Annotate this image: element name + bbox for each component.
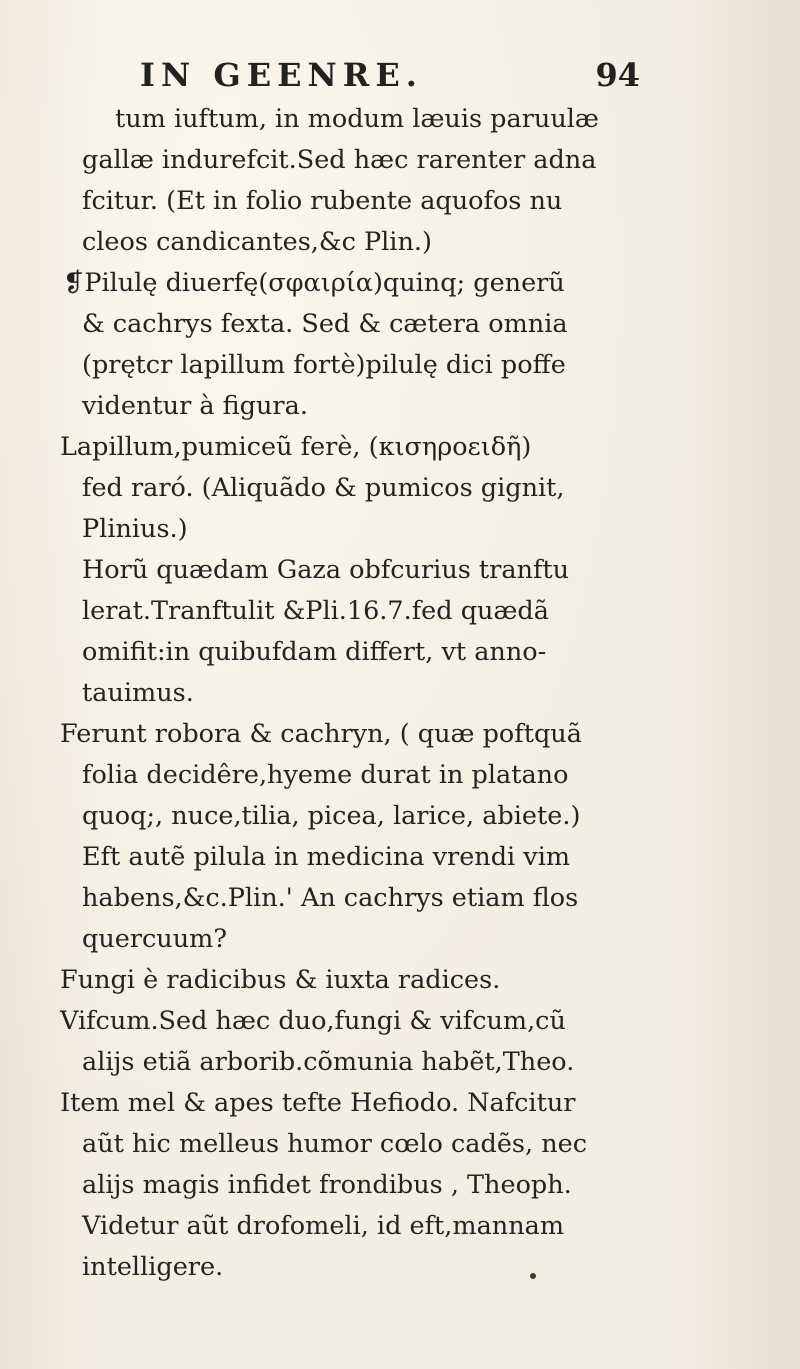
- running-title: IN GEENRE.: [140, 56, 423, 94]
- text-line: Lapillum,pumiceũ ferè, (κισηροειδῆ): [60, 432, 532, 462]
- text-line: Ferunt robora & cachryn, ( quæ poftquã: [60, 719, 582, 749]
- text-line: tum iuftum, in modum læuis paruulæ: [115, 104, 599, 134]
- text-line: videntur à figura.: [82, 391, 308, 421]
- text-line: folia decidêre,hyeme durat in platano: [82, 760, 569, 790]
- text-line: quercuum?: [82, 924, 228, 954]
- text-line: & cachrys fexta. Sed & cætera omnia: [82, 309, 568, 339]
- text-line: Plinius.): [82, 514, 188, 544]
- text-line: tauimus.: [82, 678, 194, 708]
- text-line: Vifcum.Sed hæc duo,fungi & vifcum,cũ: [60, 1006, 566, 1036]
- page-number: 94: [595, 56, 640, 94]
- text-line: (prętcr lapillum fortè)pilulę dici poffe: [82, 350, 566, 380]
- text-line: fed raró. (Aliquãdo & pumicos gignit,: [82, 473, 565, 503]
- text-line: alijs magis infidet frondibus , Theoph.: [82, 1170, 572, 1200]
- text-line: lerat.Tranftulit &Pli.16.7.fed quædã: [82, 596, 549, 626]
- text-line: gallæ indurefcit.Sed hæc rarenter adna: [82, 145, 597, 175]
- text-line: Item mel & apes tefte Hefiodo. Nafcitur: [60, 1088, 576, 1118]
- text-line: intelligere.: [82, 1252, 224, 1282]
- text-line: Fungi è radicibus & iuxta radices.: [60, 965, 501, 995]
- text-line: quoq;, nuce,tilia, picea, larice, abiete.): [82, 801, 581, 831]
- text-line: omifit:in quibufdam differt, vt anno-: [82, 637, 547, 667]
- page-header: [140, 56, 640, 106]
- text-line: Videtur aũt drofomeli, id eft,mannam: [82, 1211, 565, 1241]
- text-line: ❡Pilulę diuerfę(σφαιρία)quinq; generũ: [63, 268, 565, 298]
- text-line: alijs etiã arborib.cõmunia habẽt,Theo.: [82, 1047, 575, 1077]
- text-line: Horũ quædam Gaza obfcurius tranftu: [82, 555, 570, 585]
- text-line: aũt hic melleus humor cœlo cadẽs, nec: [82, 1129, 588, 1159]
- ink-speck: [530, 1273, 536, 1279]
- text-line: Eft autẽ pilula in medicina vrendi vim: [82, 842, 571, 872]
- text-line: habens,&c.Plin.' An cachrys etiam flos: [82, 883, 579, 913]
- text-line: cleos candicantes,&c Plin.): [82, 227, 432, 257]
- text-line: fcitur. (Et in folio rubente aquofos nu: [82, 186, 563, 216]
